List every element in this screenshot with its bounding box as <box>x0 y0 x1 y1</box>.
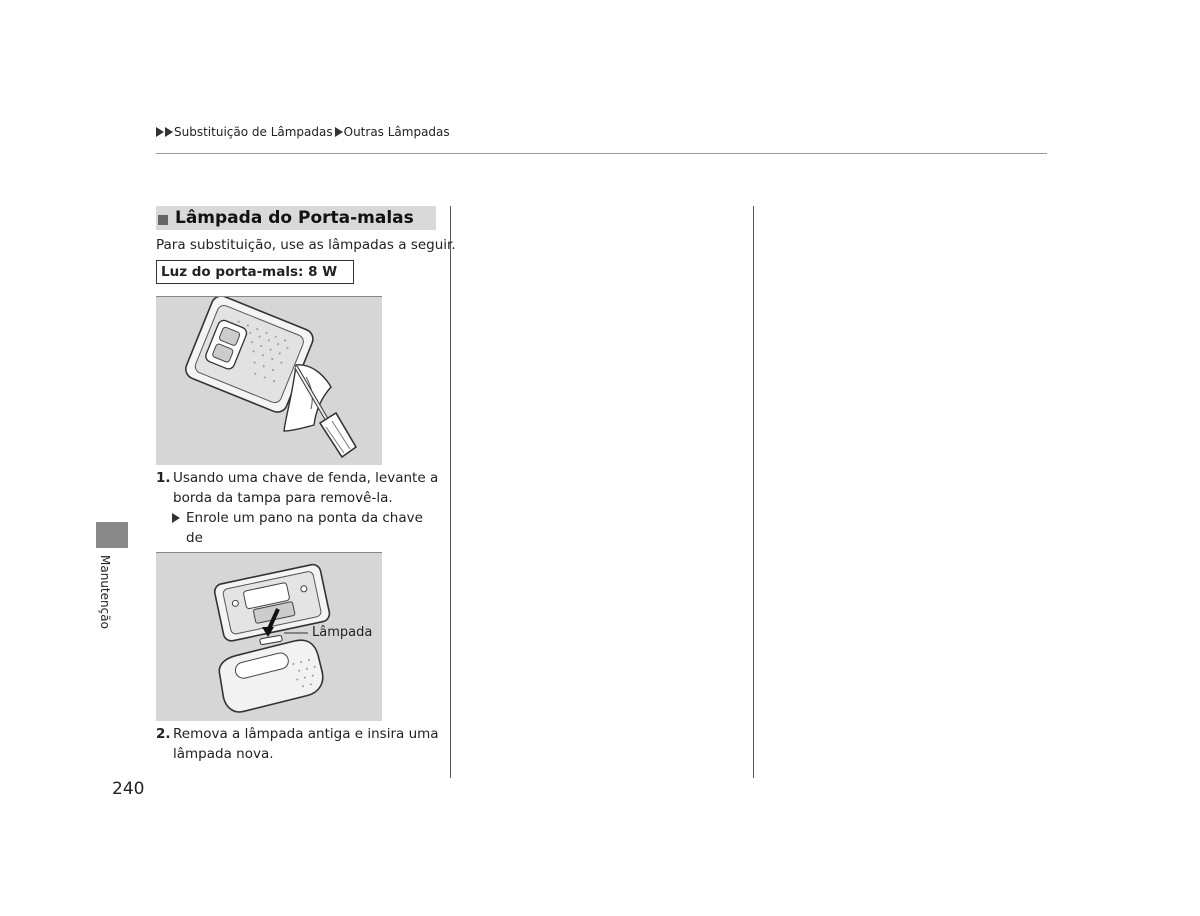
section-title: Lâmpada do Porta-malas <box>175 208 414 228</box>
screwdriver-cover-illustration <box>156 297 382 465</box>
breadcrumb-item: Outras Lâmpadas <box>343 125 450 139</box>
step-1 <box>156 468 446 508</box>
bulb-spec-box: Luz do porta-mals: 8 W <box>156 260 354 284</box>
breadcrumb-item: Substituição de Lâmpadas <box>174 125 333 139</box>
figure-remove-cover <box>156 296 382 465</box>
page-number: 240 <box>112 779 145 799</box>
breadcrumb <box>156 125 450 139</box>
substep-text: Enrole um pano na ponta da chave de <box>186 510 423 546</box>
section-heading <box>156 206 436 230</box>
intro-text: Para substituição, use as lâmpadas a seguir. <box>156 237 456 253</box>
chapter-tab-label: Manutenção <box>98 555 112 629</box>
header-divider <box>156 153 1047 154</box>
chapter-tab <box>96 522 128 548</box>
triangle-icon <box>172 513 180 523</box>
triangle-icon <box>335 127 343 137</box>
column-divider <box>753 206 754 778</box>
triangle-icon <box>165 127 173 137</box>
step-number: 2. <box>156 726 171 742</box>
square-bullet-icon <box>158 215 168 225</box>
column-divider <box>450 206 451 778</box>
step-number: 1. <box>156 470 171 486</box>
step-text: borda da tampa para removê-la. <box>173 490 393 506</box>
step-2 <box>156 724 446 764</box>
triangle-icon <box>156 127 164 137</box>
figure-replace-bulb <box>156 552 382 721</box>
step-text: lâmpada nova. <box>173 746 274 762</box>
step-text: Usando uma chave de fenda, levante a <box>173 470 439 486</box>
bulb-label: Lâmpada <box>312 625 373 640</box>
step-text: Remova a lâmpada antiga e insira uma <box>173 726 439 742</box>
